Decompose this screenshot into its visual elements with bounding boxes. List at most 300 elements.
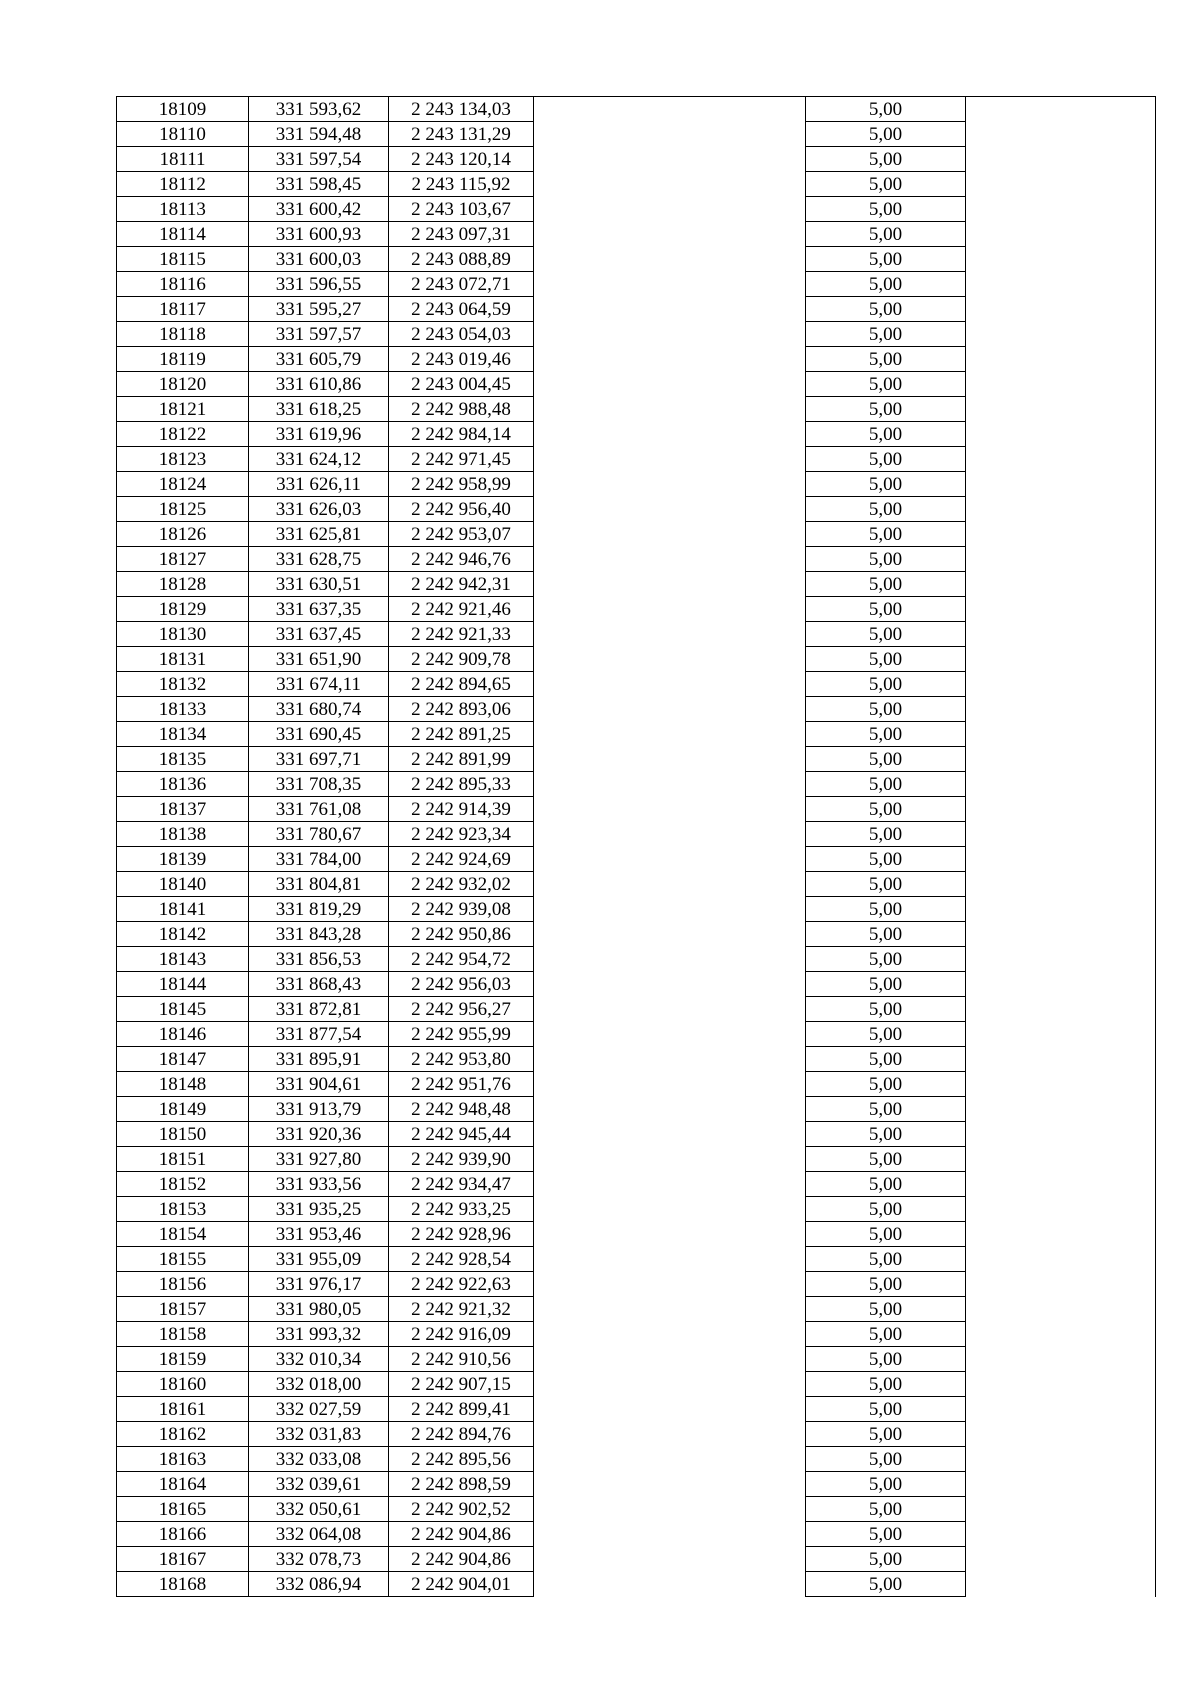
empty-cell [534,747,806,772]
value-cell: 5,00 [806,1472,966,1497]
empty-cell [534,472,806,497]
x-coordinate-cell: 331 913,79 [249,1097,389,1122]
empty-cell [966,422,1156,447]
y-coordinate-cell: 2 242 948,48 [389,1097,534,1122]
value-cell: 5,00 [806,622,966,647]
table-row [117,247,1156,272]
empty-cell [534,1047,806,1072]
empty-cell [966,272,1156,297]
x-coordinate-cell: 331 625,81 [249,522,389,547]
point-number-cell: 18112 [117,172,249,197]
table-row [117,847,1156,872]
empty-cell [966,347,1156,372]
table-row [117,1522,1156,1547]
table-row [117,347,1156,372]
empty-cell [966,997,1156,1022]
x-coordinate-cell: 331 804,81 [249,872,389,897]
x-coordinate-cell: 331 780,67 [249,822,389,847]
x-coordinate-cell: 331 784,00 [249,847,389,872]
table-row [117,422,1156,447]
table-row [117,497,1156,522]
empty-cell [534,447,806,472]
empty-cell [966,1272,1156,1297]
value-cell: 5,00 [806,572,966,597]
x-coordinate-cell: 331 618,25 [249,397,389,422]
empty-cell [966,1322,1156,1347]
point-number-cell: 18121 [117,397,249,422]
y-coordinate-cell: 2 242 907,15 [389,1372,534,1397]
empty-cell [534,422,806,447]
point-number-cell: 18116 [117,272,249,297]
point-number-cell: 18123 [117,447,249,472]
y-coordinate-cell: 2 242 924,69 [389,847,534,872]
y-coordinate-cell: 2 242 910,56 [389,1347,534,1372]
empty-cell [966,547,1156,572]
empty-cell [966,122,1156,147]
point-number-cell: 18152 [117,1172,249,1197]
y-coordinate-cell: 2 242 934,47 [389,1172,534,1197]
x-coordinate-cell: 331 610,86 [249,372,389,397]
value-cell: 5,00 [806,1247,966,1272]
empty-cell [966,197,1156,222]
empty-cell [534,997,806,1022]
x-coordinate-cell: 331 626,11 [249,472,389,497]
empty-cell [966,322,1156,347]
table-row [117,747,1156,772]
empty-cell [966,1447,1156,1472]
y-coordinate-cell: 2 242 951,76 [389,1072,534,1097]
table-row [117,1547,1156,1572]
empty-cell [534,1472,806,1497]
y-coordinate-cell: 2 243 064,59 [389,297,534,322]
point-number-cell: 18120 [117,372,249,397]
empty-cell [534,722,806,747]
point-number-cell: 18118 [117,322,249,347]
empty-cell [966,247,1156,272]
empty-cell [534,1422,806,1447]
x-coordinate-cell: 331 920,36 [249,1122,389,1147]
empty-cell [966,1222,1156,1247]
empty-cell [534,1347,806,1372]
point-number-cell: 18111 [117,147,249,172]
empty-cell [966,822,1156,847]
y-coordinate-cell: 2 243 097,31 [389,222,534,247]
point-number-cell: 18138 [117,822,249,847]
x-coordinate-cell: 331 708,35 [249,772,389,797]
value-cell: 5,00 [806,1372,966,1397]
y-coordinate-cell: 2 242 971,45 [389,447,534,472]
point-number-cell: 18131 [117,647,249,672]
point-number-cell: 18133 [117,697,249,722]
value-cell: 5,00 [806,272,966,297]
x-coordinate-cell: 331 927,80 [249,1147,389,1172]
point-number-cell: 18158 [117,1322,249,1347]
empty-cell [966,372,1156,397]
value-cell: 5,00 [806,1572,966,1597]
point-number-cell: 18150 [117,1122,249,1147]
x-coordinate-cell: 332 027,59 [249,1397,389,1422]
y-coordinate-cell: 2 242 904,86 [389,1522,534,1547]
value-cell: 5,00 [806,672,966,697]
point-number-cell: 18167 [117,1547,249,1572]
empty-cell [966,1047,1156,1072]
empty-cell [966,647,1156,672]
table-row [117,1022,1156,1047]
value-cell: 5,00 [806,1447,966,1472]
value-cell: 5,00 [806,522,966,547]
value-cell: 5,00 [806,1122,966,1147]
point-number-cell: 18161 [117,1397,249,1422]
empty-cell [534,247,806,272]
empty-cell [534,222,806,247]
empty-cell [966,872,1156,897]
x-coordinate-cell: 332 078,73 [249,1547,389,1572]
x-coordinate-cell: 331 595,27 [249,297,389,322]
empty-cell [966,1422,1156,1447]
empty-cell [534,1147,806,1172]
point-number-cell: 18163 [117,1447,249,1472]
value-cell: 5,00 [806,1097,966,1122]
y-coordinate-cell: 2 242 928,96 [389,1222,534,1247]
empty-cell [534,1247,806,1272]
point-number-cell: 18137 [117,797,249,822]
table-row [117,947,1156,972]
empty-cell [534,1297,806,1322]
point-number-cell: 18166 [117,1522,249,1547]
point-number-cell: 18125 [117,497,249,522]
empty-cell [534,122,806,147]
table-row [117,697,1156,722]
y-coordinate-cell: 2 242 939,08 [389,897,534,922]
y-coordinate-cell: 2 243 004,45 [389,372,534,397]
x-coordinate-cell: 332 018,00 [249,1372,389,1397]
point-number-cell: 18157 [117,1297,249,1322]
value-cell: 5,00 [806,1197,966,1222]
table-row [117,997,1156,1022]
empty-cell [966,97,1156,122]
point-number-cell: 18135 [117,747,249,772]
empty-cell [966,772,1156,797]
table-row [117,1347,1156,1372]
value-cell: 5,00 [806,747,966,772]
value-cell: 5,00 [806,722,966,747]
x-coordinate-cell: 331 856,53 [249,947,389,972]
table-row [117,797,1156,822]
empty-cell [534,797,806,822]
point-number-cell: 18110 [117,122,249,147]
empty-cell [966,797,1156,822]
empty-cell [966,297,1156,322]
table-row [117,572,1156,597]
point-number-cell: 18117 [117,297,249,322]
point-number-cell: 18164 [117,1472,249,1497]
point-number-cell: 18146 [117,1022,249,1047]
point-number-cell: 18134 [117,722,249,747]
x-coordinate-cell: 331 628,75 [249,547,389,572]
x-coordinate-cell: 331 596,55 [249,272,389,297]
empty-cell [966,1197,1156,1222]
y-coordinate-cell: 2 243 131,29 [389,122,534,147]
value-cell: 5,00 [806,1522,966,1547]
y-coordinate-cell: 2 242 895,33 [389,772,534,797]
point-number-cell: 18128 [117,572,249,597]
value-cell: 5,00 [806,1222,966,1247]
value-cell: 5,00 [806,372,966,397]
empty-cell [534,1122,806,1147]
value-cell: 5,00 [806,347,966,372]
empty-cell [534,322,806,347]
table-row [117,522,1156,547]
value-cell: 5,00 [806,1272,966,1297]
table-row [117,147,1156,172]
x-coordinate-cell: 331 651,90 [249,647,389,672]
value-cell: 5,00 [806,1422,966,1447]
empty-cell [534,1447,806,1472]
x-coordinate-cell: 331 976,17 [249,1272,389,1297]
x-coordinate-cell: 331 605,79 [249,347,389,372]
empty-cell [534,1497,806,1522]
table-row [117,322,1156,347]
table-row [117,472,1156,497]
table-row [117,97,1156,122]
empty-cell [534,597,806,622]
table-row [117,1197,1156,1222]
point-number-cell: 18143 [117,947,249,972]
x-coordinate-cell: 331 895,91 [249,1047,389,1072]
y-coordinate-cell: 2 242 894,65 [389,672,534,697]
empty-cell [966,172,1156,197]
x-coordinate-cell: 331 980,05 [249,1297,389,1322]
x-coordinate-cell: 331 872,81 [249,997,389,1022]
table-row [117,622,1156,647]
x-coordinate-cell: 331 819,29 [249,897,389,922]
x-coordinate-cell: 331 935,25 [249,1197,389,1222]
x-coordinate-cell: 331 761,08 [249,797,389,822]
y-coordinate-cell: 2 242 921,33 [389,622,534,647]
point-number-cell: 18141 [117,897,249,922]
table-row [117,1247,1156,1272]
point-number-cell: 18136 [117,772,249,797]
x-coordinate-cell: 332 039,61 [249,1472,389,1497]
y-coordinate-cell: 2 242 946,76 [389,547,534,572]
x-coordinate-cell: 331 680,74 [249,697,389,722]
empty-cell [966,1522,1156,1547]
empty-cell [966,1122,1156,1147]
empty-cell [966,897,1156,922]
y-coordinate-cell: 2 243 120,14 [389,147,534,172]
y-coordinate-cell: 2 243 088,89 [389,247,534,272]
empty-cell [966,1297,1156,1322]
y-coordinate-cell: 2 242 953,80 [389,1047,534,1072]
y-coordinate-cell: 2 242 894,76 [389,1422,534,1447]
empty-cell [534,147,806,172]
point-number-cell: 18132 [117,672,249,697]
empty-cell [534,972,806,997]
x-coordinate-cell: 331 624,12 [249,447,389,472]
empty-cell [966,622,1156,647]
y-coordinate-cell: 2 243 103,67 [389,197,534,222]
x-coordinate-cell: 332 031,83 [249,1422,389,1447]
table-row [117,1047,1156,1072]
point-number-cell: 18148 [117,1072,249,1097]
value-cell: 5,00 [806,197,966,222]
value-cell: 5,00 [806,1347,966,1372]
y-coordinate-cell: 2 242 898,59 [389,1472,534,1497]
value-cell: 5,00 [806,647,966,672]
empty-cell [966,672,1156,697]
empty-cell [534,1397,806,1422]
empty-cell [534,1322,806,1347]
table-row [117,547,1156,572]
x-coordinate-cell: 331 993,32 [249,1322,389,1347]
empty-cell [534,1022,806,1047]
y-coordinate-cell: 2 242 904,01 [389,1572,534,1597]
point-number-cell: 18119 [117,347,249,372]
point-number-cell: 18144 [117,972,249,997]
x-coordinate-cell: 331 637,45 [249,622,389,647]
empty-cell [966,1072,1156,1097]
table-row [117,1322,1156,1347]
point-number-cell: 18124 [117,472,249,497]
value-cell: 5,00 [806,1147,966,1172]
y-coordinate-cell: 2 242 932,02 [389,872,534,897]
table-row [117,722,1156,747]
point-number-cell: 18162 [117,1422,249,1447]
table-row [117,672,1156,697]
table-row [117,972,1156,997]
table-row [117,197,1156,222]
table-row [117,222,1156,247]
point-number-cell: 18168 [117,1572,249,1597]
value-cell: 5,00 [806,497,966,522]
y-coordinate-cell: 2 242 956,03 [389,972,534,997]
point-number-cell: 18155 [117,1247,249,1272]
value-cell: 5,00 [806,1022,966,1047]
empty-cell [966,147,1156,172]
empty-cell [534,197,806,222]
y-coordinate-cell: 2 242 942,31 [389,572,534,597]
empty-cell [966,747,1156,772]
y-coordinate-cell: 2 242 893,06 [389,697,534,722]
empty-cell [534,622,806,647]
table-row [117,172,1156,197]
empty-cell [966,922,1156,947]
point-number-cell: 18149 [117,1097,249,1122]
empty-cell [534,1547,806,1572]
empty-cell [534,372,806,397]
x-coordinate-cell: 331 594,48 [249,122,389,147]
table-row [117,772,1156,797]
table-row [117,1222,1156,1247]
point-number-cell: 18114 [117,222,249,247]
empty-cell [534,947,806,972]
x-coordinate-cell: 331 953,46 [249,1222,389,1247]
value-cell: 5,00 [806,922,966,947]
empty-cell [534,1522,806,1547]
table-row [117,872,1156,897]
table-row [117,397,1156,422]
x-coordinate-cell: 331 690,45 [249,722,389,747]
table-row [117,297,1156,322]
empty-cell [534,1572,806,1597]
empty-cell [966,522,1156,547]
empty-cell [966,1097,1156,1122]
y-coordinate-cell: 2 242 921,32 [389,1297,534,1322]
y-coordinate-cell: 2 242 950,86 [389,922,534,947]
empty-cell [966,1347,1156,1372]
table-row [117,1172,1156,1197]
y-coordinate-cell: 2 242 922,63 [389,1272,534,1297]
y-coordinate-cell: 2 243 115,92 [389,172,534,197]
point-number-cell: 18139 [117,847,249,872]
point-number-cell: 18115 [117,247,249,272]
table-row [117,1297,1156,1322]
empty-cell [534,572,806,597]
empty-cell [966,1497,1156,1522]
value-cell: 5,00 [806,847,966,872]
point-number-cell: 18159 [117,1347,249,1372]
y-coordinate-cell: 2 242 923,34 [389,822,534,847]
value-cell: 5,00 [806,772,966,797]
point-number-cell: 18113 [117,197,249,222]
value-cell: 5,00 [806,222,966,247]
y-coordinate-cell: 2 242 939,90 [389,1147,534,1172]
y-coordinate-cell: 2 242 891,25 [389,722,534,747]
value-cell: 5,00 [806,1047,966,1072]
empty-cell [966,947,1156,972]
value-cell: 5,00 [806,897,966,922]
y-coordinate-cell: 2 243 019,46 [389,347,534,372]
empty-cell [966,1397,1156,1422]
point-number-cell: 18160 [117,1372,249,1397]
empty-cell [534,897,806,922]
coordinate-table-sheet [116,96,1155,1597]
value-cell: 5,00 [806,297,966,322]
empty-cell [534,522,806,547]
empty-cell [966,497,1156,522]
x-coordinate-cell: 331 904,61 [249,1072,389,1097]
empty-cell [966,972,1156,997]
x-coordinate-cell: 331 600,93 [249,222,389,247]
point-number-cell: 18130 [117,622,249,647]
y-coordinate-cell: 2 242 953,07 [389,522,534,547]
empty-cell [534,1097,806,1122]
point-number-cell: 18156 [117,1272,249,1297]
table-row [117,1372,1156,1397]
x-coordinate-cell: 331 626,03 [249,497,389,522]
y-coordinate-cell: 2 242 933,25 [389,1197,534,1222]
value-cell: 5,00 [806,322,966,347]
x-coordinate-cell: 332 010,34 [249,1347,389,1372]
empty-cell [534,1072,806,1097]
y-coordinate-cell: 2 243 072,71 [389,272,534,297]
value-cell: 5,00 [806,872,966,897]
y-coordinate-cell: 2 242 928,54 [389,1247,534,1272]
empty-cell [534,547,806,572]
point-number-cell: 18147 [117,1047,249,1072]
table-row [117,1447,1156,1472]
empty-cell [534,397,806,422]
y-coordinate-cell: 2 242 984,14 [389,422,534,447]
point-number-cell: 18145 [117,997,249,1022]
table-row [117,1397,1156,1422]
y-coordinate-cell: 2 242 895,56 [389,1447,534,1472]
empty-cell [966,697,1156,722]
value-cell: 5,00 [806,1497,966,1522]
value-cell: 5,00 [806,1297,966,1322]
x-coordinate-cell: 331 593,62 [249,97,389,122]
table-row [117,372,1156,397]
